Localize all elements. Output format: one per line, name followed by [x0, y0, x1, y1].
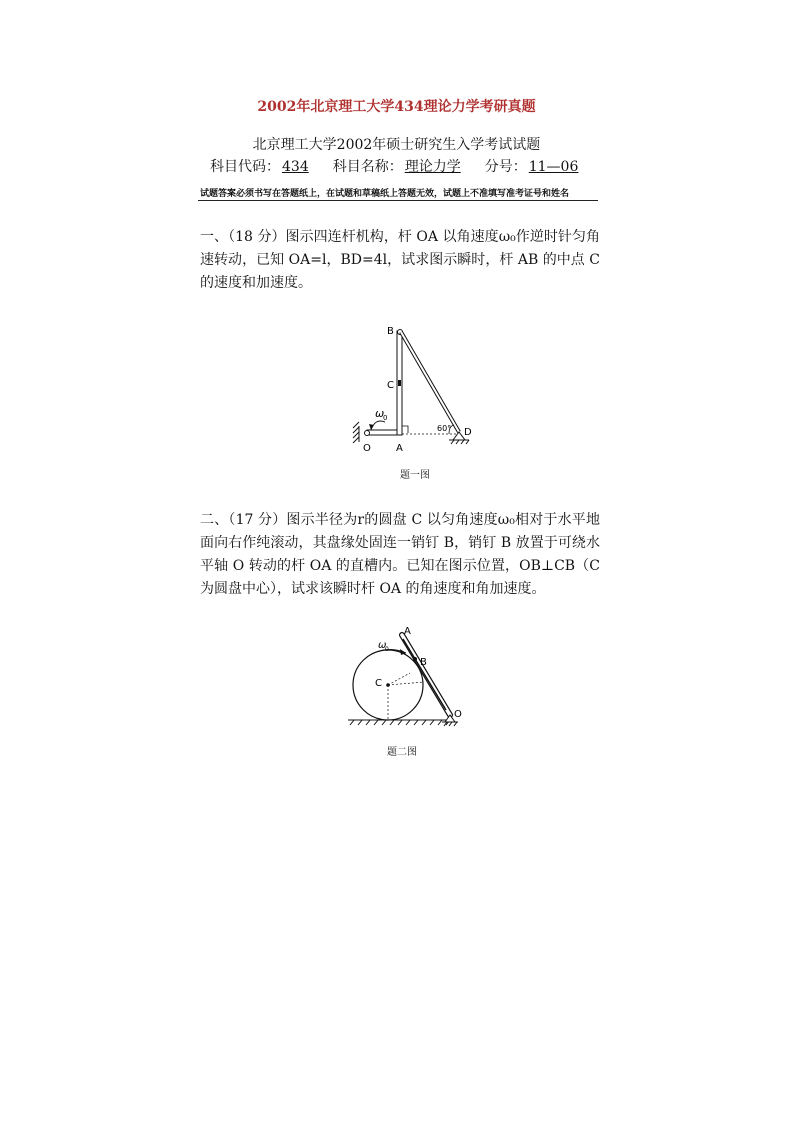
label-d: D: [464, 427, 472, 438]
ground-support-o: [353, 422, 359, 443]
label-a: A: [396, 443, 403, 454]
subject-line: [210, 156, 580, 176]
question-1-text: 一、（18 分）图示四连杆机构，杆 OA 以角速度ω₀作逆时针匀角速转动，已知 OA=l，BD=4l，试求图示瞬时，杆 AB 的中点 C 的速度和加速度。: [200, 229, 600, 291]
exam-title: 北京理工大学2002年硕士研究生入学考试试题: [252, 137, 541, 153]
label-c: C: [387, 380, 394, 391]
subject-code: 434: [282, 159, 309, 175]
label-angle: 60°: [437, 424, 452, 433]
page-number-label: 分号：: [484, 159, 527, 175]
header-divider: [198, 200, 598, 201]
ground-line: [348, 720, 452, 725]
figure-2-caption: 题二图: [387, 747, 417, 758]
page-title: 2002年北京理工大学434理论力学考研真题: [257, 99, 536, 115]
page-number: 11—06: [528, 159, 579, 175]
subject-name: 理论力学: [404, 159, 461, 175]
label-omega: ω: [378, 640, 387, 651]
label-o: O: [363, 443, 371, 454]
subject-name-label: 科目名称：: [332, 159, 403, 175]
label-b: B: [387, 326, 394, 337]
subject-code-label: 科目代码：: [210, 159, 280, 175]
answer-notice: 试题答案必须书写在答题纸上，在试题和草稿纸上答题无效，试题上不准填写准考证号和姓名: [200, 189, 570, 199]
label-b: B: [420, 657, 427, 668]
label-a: A: [404, 626, 411, 637]
label-omega-sub: 0: [385, 646, 389, 653]
figure-1-linkage: [345, 318, 485, 468]
figure-1-caption: 题一图: [400, 470, 430, 481]
label-omega: ω: [375, 407, 385, 420]
label-c: C: [375, 678, 382, 689]
bar-oa: [367, 430, 399, 435]
figure-2-disk-rod: [340, 623, 470, 738]
label-omega-sub: 0: [383, 414, 388, 422]
question-2-text: 二、（17 分）图示半径为r的圆盘 C 以匀角速度ω₀相对于水平地面向右作纯滚动，其盘缘处固连一销钉 B，销钉 B 放置于可绕水平轴 O 转动的杆 OA 的直槽内。已知在图示位置，OB⊥CB（C 为圆盘中心），试求该瞬时杆 OA 的角速度和角加速度。: [200, 512, 600, 597]
point-c-marker: [398, 380, 401, 386]
right-angle-marker: [402, 426, 408, 433]
pin-o: [365, 431, 370, 436]
pin-b: [413, 657, 417, 661]
label-o: O: [454, 709, 462, 720]
